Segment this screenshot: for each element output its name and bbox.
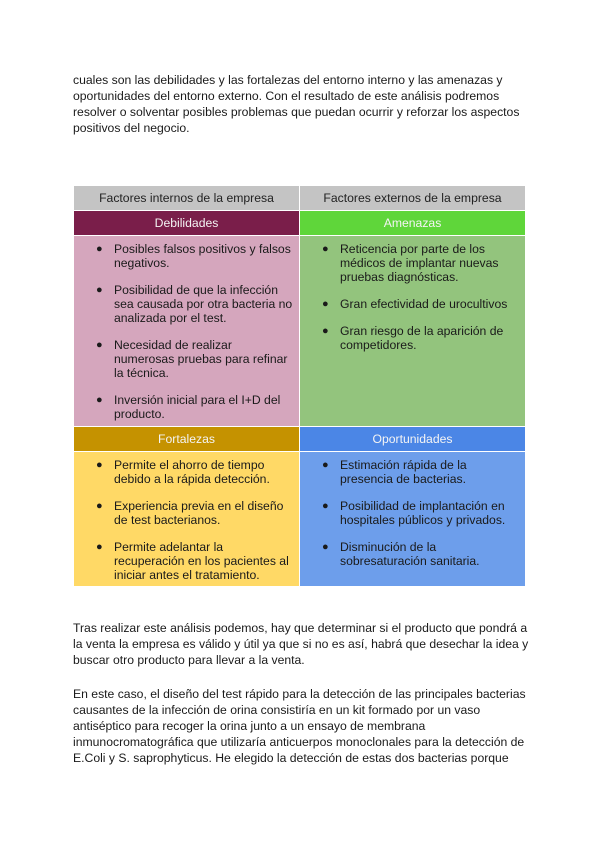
threats-title: Amenazas (300, 211, 526, 236)
list-item: ● Necesidad de realizar numerosas pruebas para refinar la técnica. (96, 338, 288, 380)
external-factors-header: Factores externos de la empresa (300, 186, 526, 211)
threats-cell (300, 236, 526, 427)
weaknesses-cell (74, 236, 300, 427)
bullet-icon: ● (96, 339, 103, 351)
conclusion-paragraph: Tras realizar este análisis podemos, hay que determinar si el producto que pondrá a la venta la empresa es válido y útil ya que si no es así, habrá que desechar la idea y buscar otro producto para llevar a la venta. (73, 621, 529, 667)
bullet-icon: ● (96, 243, 103, 255)
bullet-icon: ● (96, 459, 103, 471)
weaknesses-list (74, 242, 295, 421)
bullet-icon: ● (322, 325, 329, 337)
bullet-icon: ● (322, 541, 329, 553)
strengths-cell (74, 452, 300, 587)
list-item: ● Posibilidad de que la infección sea causada por otra bacteria no analizada por el test. (96, 283, 293, 325)
swot-table (73, 185, 526, 587)
list-item: ● Inversión inicial para el I+D del producto. (96, 393, 281, 421)
strengths-title: Fortalezas (74, 427, 300, 452)
strengths-list (74, 458, 295, 582)
list-item: ● Permite el ahorro de tiempo debido a la rápida detección. (96, 458, 270, 486)
bullet-icon: ● (322, 298, 329, 310)
bullet-icon: ● (96, 394, 103, 406)
opportunities-cell (300, 452, 526, 587)
opportunities-title: Oportunidades (300, 427, 526, 452)
list-item: ● Posibles falsos positivos y falsos negativos. (96, 242, 291, 270)
bullet-icon: ● (322, 500, 329, 512)
case-paragraph: En este caso, el diseño del test rápido para la detección de las principales bacterias causantes de la infección de orina consistiría en un kit formado por un vaso antiséptico para recoger la orina junto a un ensayo de membrana inmunocromatográfica que utilizaría anticuerpos monoclonales para la detección de E.Coli y S. saprophyticus. He elegido la detección de estas dos bacterias porque (73, 687, 526, 765)
list-item: ● Posibilidad de implantación en hospitales públicos y privados. (322, 499, 506, 527)
list-item: ● Disminución de la sobresaturación sanitaria. (322, 540, 480, 568)
intro-paragraph: cuales son las debilidades y las fortalezas del entorno interno y las amenazas y oportunidades del entorno externo. Con el resultado de este análisis podremos resolver o solventar posibles problemas que puedan ocurrir y reforzar los aspectos positivos del negocio. (73, 73, 520, 135)
bullet-icon: ● (96, 500, 103, 512)
list-item: ● Gran riesgo de la aparición de competidores. (322, 324, 504, 352)
threats-list (300, 242, 521, 352)
bullet-icon: ● (96, 541, 103, 553)
bullet-icon: ● (322, 243, 329, 255)
bullet-icon: ● (322, 459, 329, 471)
list-item: ● Experiencia previa en el diseño de test bacterianos. (96, 499, 284, 527)
list-item: ● Gran efectividad de urocultivos (322, 297, 508, 311)
list-item: ● Reticencia por parte de los médicos de implantar nuevas pruebas diagnósticas. (322, 242, 499, 284)
weaknesses-title: Debilidades (74, 211, 300, 236)
list-item: ● Estimación rápida de la presencia de bacterias. (322, 458, 467, 486)
opportunities-list (300, 458, 521, 568)
bullet-icon: ● (96, 284, 103, 296)
internal-factors-header: Factores internos de la empresa (74, 186, 300, 211)
list-item: ● Permite adelantar la recuperación en los pacientes al iniciar antes el tratamiento. (96, 540, 289, 582)
